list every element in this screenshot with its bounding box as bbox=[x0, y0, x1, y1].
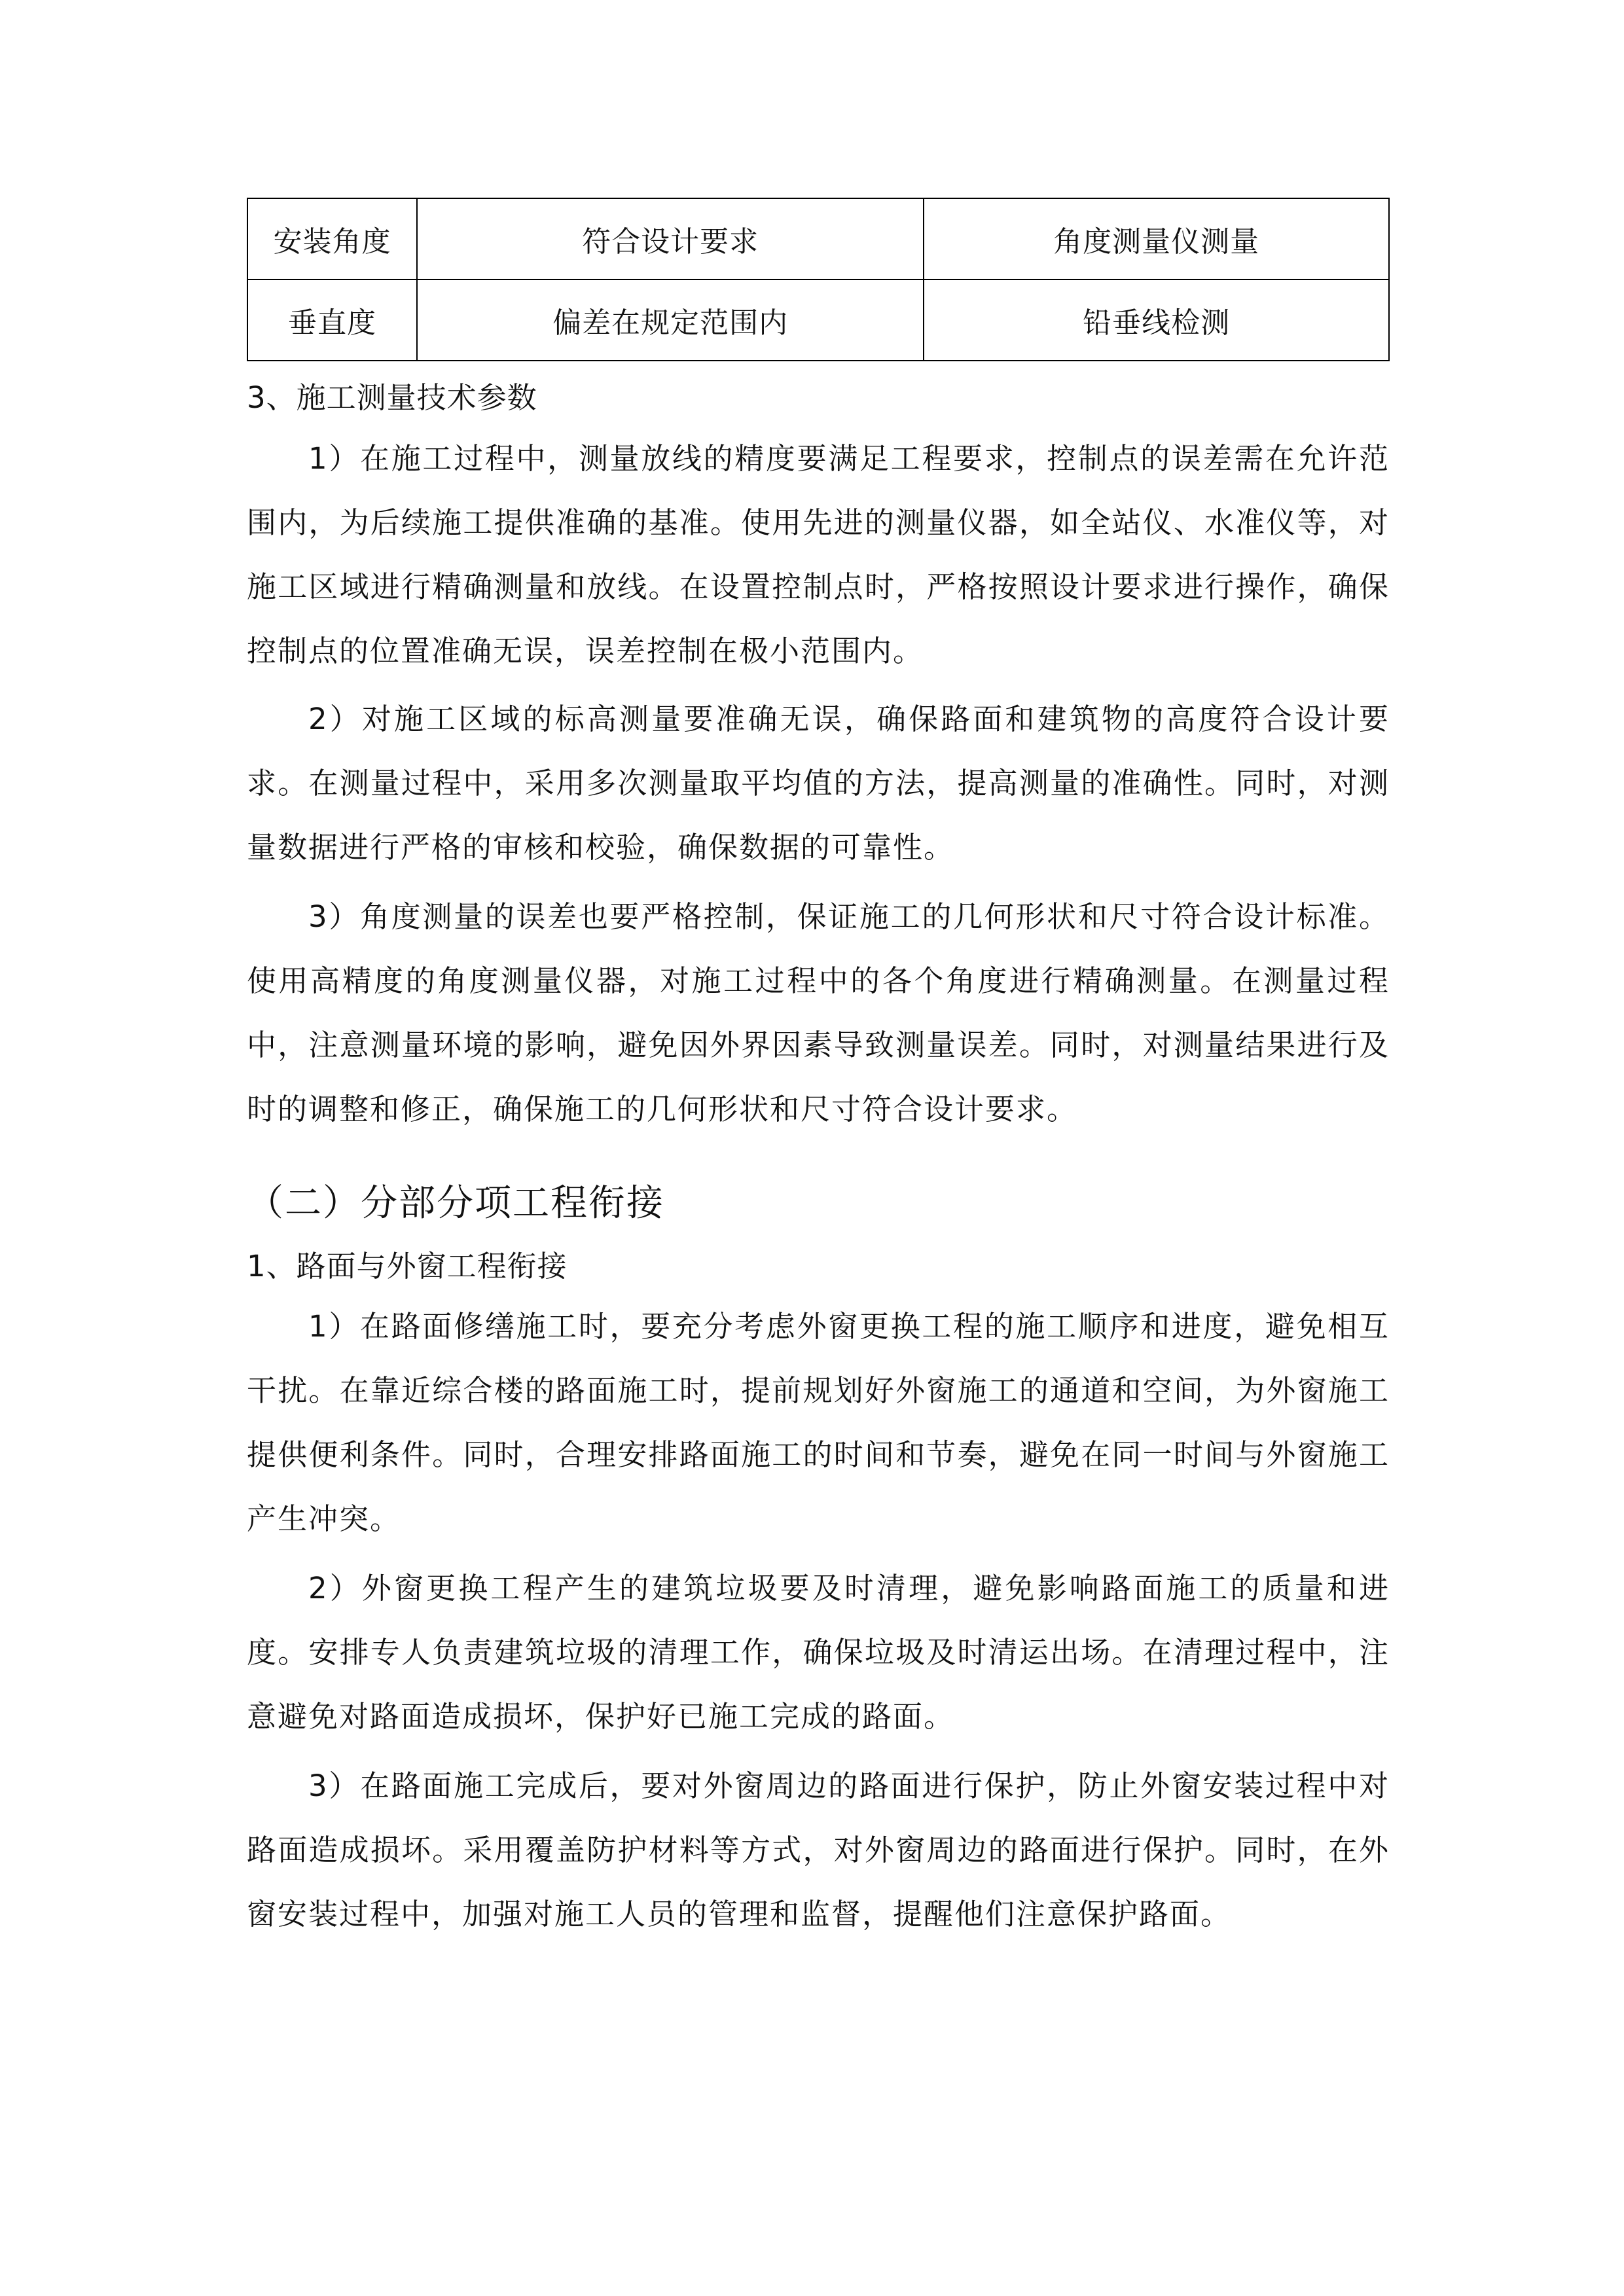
table-row bbox=[247, 198, 1389, 279]
section-heading-3: 3、施工测量技术参数 bbox=[247, 380, 537, 415]
spec-table bbox=[247, 198, 1390, 361]
table-cell: 角度测量仪测量 bbox=[924, 198, 1389, 279]
part-title: （二）分部分项工程衔接 bbox=[247, 1182, 664, 1225]
table-cell: 安装角度 bbox=[247, 198, 417, 279]
table-cell: 偏差在规定范围内 bbox=[417, 279, 924, 361]
table-cell: 垂直度 bbox=[247, 279, 417, 361]
paragraph: 3）在路面施工完成后，要对外窗周边的路面进行保护，防止外窗安装过程中对路面造成损坏。采用覆盖防护材料等方式，对外窗周边的路面进行保护。同时，在外窗安装过程中，加强对施工人员的管理和监督，提醒他们注意保护路面。 bbox=[247, 1768, 1390, 1931]
section-heading-1: 1、路面与外窗工程衔接 bbox=[247, 1249, 568, 1283]
table-cell: 铅垂线检测 bbox=[924, 279, 1389, 361]
paragraph: 2）对施工区域的标高测量要准确无误，确保路面和建筑物的高度符合设计要求。在测量过程中，采用多次测量取平均值的方法，提高测量的准确性。同时，对测量数据进行严格的审核和校验，确保数据的可靠性。 bbox=[247, 702, 1390, 865]
paragraph: 3）角度测量的误差也要严格控制，保证施工的几何形状和尺寸符合设计标准。使用高精度的角度测量仪器，对施工过程中的各个角度进行精确测量。在测量过程中，注意测量环境的影响，避免因外界因素导致测量误差。同时，对测量结果进行及时的调整和修正，确保施工的几何形状和尺寸符合设计要求。 bbox=[247, 899, 1390, 1126]
paragraph: 1）在施工过程中，测量放线的精度要满足工程要求，控制点的误差需在允许范围内，为后续施工提供准确的基准。使用先进的测量仪器，如全站仪、水准仪等，对施工区域进行精确测量和放线。在设置控制点时，严格按照设计要求进行操作，确保控制点的位置准确无误，误差控制在极小范围内。 bbox=[247, 441, 1390, 668]
table-cell: 符合设计要求 bbox=[417, 198, 924, 279]
paragraph: 1）在路面修缮施工时，要充分考虑外窗更换工程的施工顺序和进度，避免相互干扰。在靠近综合楼的路面施工时，提前规划好外窗施工的通道和空间，为外窗施工提供便利条件。同时，合理安排路面施工的时间和节奏，避免在同一时间与外窗施工产生冲突。 bbox=[247, 1309, 1390, 1536]
table-row bbox=[247, 279, 1389, 361]
paragraph: 2）外窗更换工程产生的建筑垃圾要及时清理，避免影响路面施工的质量和进度。安排专人负责建筑垃圾的清理工作，确保垃圾及时清运出场。在清理过程中，注意避免对路面造成损坏，保护好已施工完成的路面。 bbox=[247, 1571, 1390, 1734]
